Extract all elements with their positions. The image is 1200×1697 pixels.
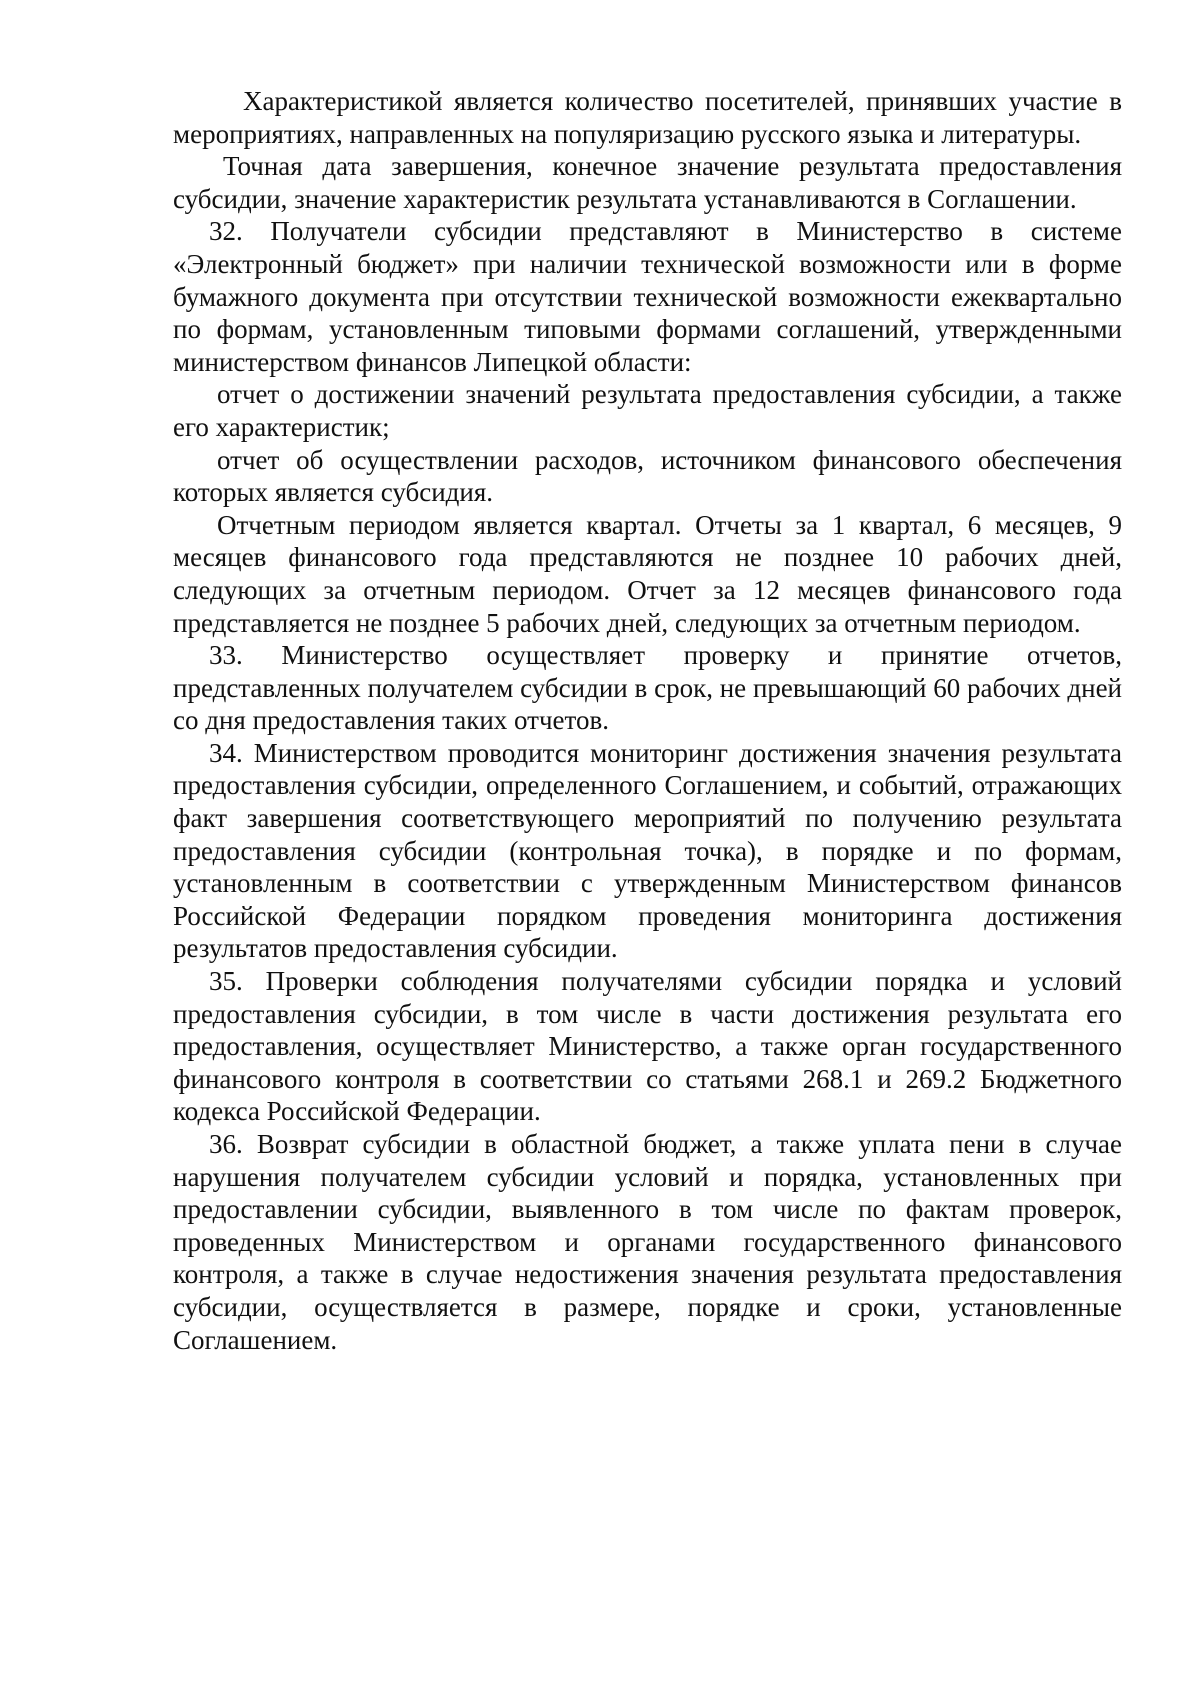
paragraph-34: 34. Министерством проводится мониторинг достижения значения результата предоставления субсидии, определенного Соглашением, и событий, отражающих факт завершения соответствующего мероприятий по получению результата предоставления субсидии (контрольная точка), в порядке и по формам, установленным в соответствии с утвержденным Министерством финансов Российской Федерации порядком проведения мониторинга достижения результатов предоставления субсидии. bbox=[173, 737, 1122, 964]
paragraph-33: 33. Министерство осуществляет проверку и принятие отчетов, представленных получателем субсидии в срок, не превышающий 60 рабочих дней со дня предоставления таких отчетов. bbox=[173, 640, 1122, 736]
paragraph-35: 35. Проверки соблюдения получателями субсидии порядка и условий предоставления субсидии, в том числе в части достижения результата его предоставления, осуществляет Министерство, а также орган государственного финансового контроля в соответствии со статьями 268.1 и 269.2 Бюджетного кодекса Российской Федерации. bbox=[173, 966, 1122, 1127]
paragraph-report-expenses: отчет об осуществлении расходов, источником финансового обеспечения которых является субсидия. bbox=[173, 444, 1122, 508]
paragraph-32: 32. Получатели субсидии представляют в Министерство в системе «Электронный бюджет» при наличии технической возможности или в форме бумажного документа при отсутствии технической возможности ежеквартально по формам, установленным типовыми формами соглашений, утвержденными министерством финансов Липецкой области: bbox=[173, 216, 1122, 377]
paragraph-report-results: отчет о достижении значений результата предоставления субсидии, а также его характеристик; bbox=[173, 379, 1122, 442]
paragraph-36: 36. Возврат субсидии в областной бюджет, а также уплата пени в случае нарушения получателем субсидии условий и порядка, установленных при предоставлении субсидии, выявленного в том числе по фактам проверок, проведенных Министерством и органами государственного финансового контроля, а также в случае недостижения значения результата предоставления субсидии, осуществляется в размере, порядке и сроки, установленные Соглашением. bbox=[173, 1129, 1122, 1355]
paragraph-completion-date: Точная дата завершения, конечное значение результата предоставления субсидии, значение характеристик результата устанавливаются в Соглашении. bbox=[173, 151, 1122, 214]
paragraph-characteristic: Характеристикой является количество посетителей, принявших участие в мероприятиях, направленных на популяризацию русского языка и литературы. bbox=[173, 86, 1122, 149]
paragraph-reporting-period: Отчетным периодом является квартал. Отчеты за 1 квартал, 6 месяцев, 9 месяцев финансового года представляются не позднее 10 рабочих дней, следующих за отчетным периодом. Отчет за 12 месяцев финансового года представляется не позднее 5 рабочих дней, следующих за отчетным периодом. bbox=[173, 509, 1122, 638]
document-body bbox=[173, 85, 1122, 1356]
